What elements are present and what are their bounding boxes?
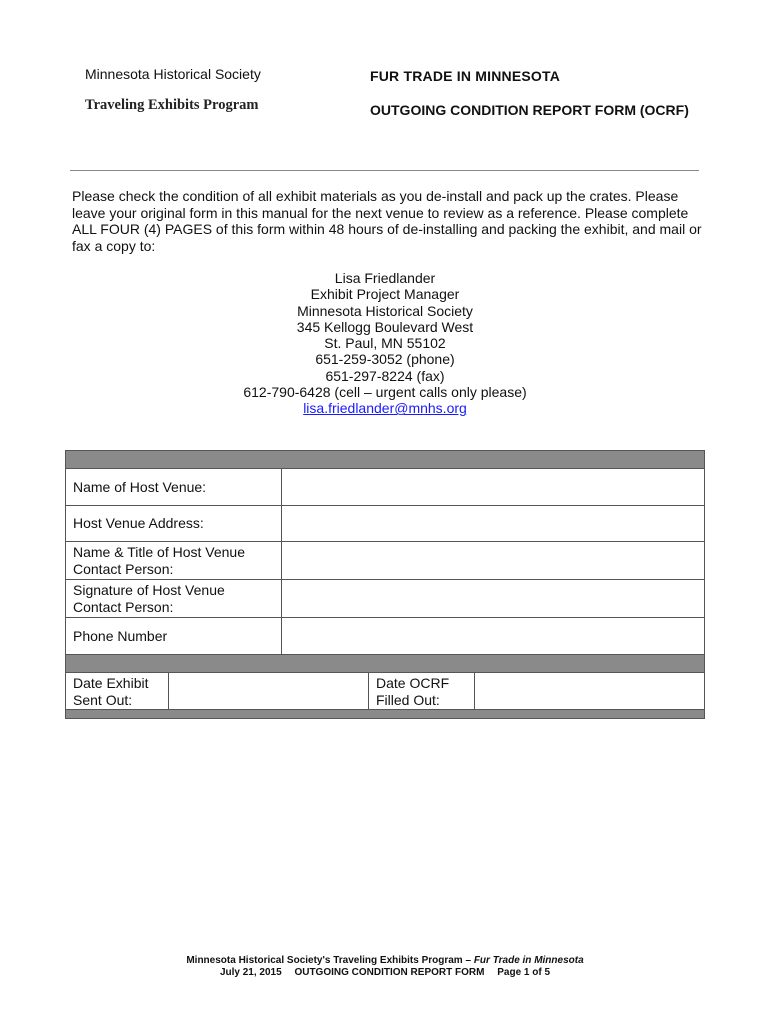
phone-number-label: Phone Number	[66, 618, 282, 654]
host-venue-address-label: Host Venue Address:	[66, 506, 282, 541]
contact-person-label: Name & Title of Host Venue Contact Person:	[66, 542, 282, 579]
footer-line-2	[0, 967, 770, 979]
contact-street: 345 Kellogg Boulevard West	[296, 318, 474, 335]
form-row	[66, 579, 704, 617]
contact-title: Exhibit Project Manager	[310, 286, 460, 303]
program-name: Traveling Exhibits Program	[85, 97, 259, 113]
date-sent-label: Date Exhibit Sent Out:	[66, 673, 169, 709]
org-name: Minnesota Historical Society	[85, 66, 261, 82]
footer-line-1	[0, 955, 770, 967]
contact-person-field[interactable]	[282, 542, 704, 579]
host-venue-address-field[interactable]	[282, 506, 704, 541]
intro-paragraph: Please check the condition of all exhibit materials as you de-install and pack up the crates. Please leave your original form in this manual for the next venue to review as a reference. Please complete ALL FOUR (4) PAGES of this form within 48 hours of de-installing and packing the exhibit, and mail or fax a copy to:	[72, 188, 702, 254]
date-filled-label: Date OCRF Filled Out:	[369, 673, 475, 709]
form-row	[66, 468, 704, 505]
exhibit-title: FUR TRADE IN MINNESOTA	[370, 68, 561, 84]
form-row	[66, 505, 704, 541]
host-venue-name-label: Name of Host Venue:	[66, 469, 282, 505]
signature-label: Signature of Host Venue Contact Person:	[66, 580, 282, 617]
host-venue-name-field[interactable]	[282, 469, 704, 505]
contact-name: Lisa Friedlander	[334, 270, 436, 286]
form-row	[66, 617, 704, 654]
footer-exhibit: Fur Trade in Minnesota	[473, 955, 584, 966]
phone-number-field[interactable]	[282, 618, 704, 654]
form-title: OUTGOING CONDITION REPORT FORM (OCRF)	[370, 102, 689, 118]
page-footer	[0, 955, 770, 979]
contact-phone: 651-259-3052 (phone)	[315, 351, 455, 368]
form-footer-bar	[66, 709, 704, 718]
date-sent-field[interactable]	[169, 673, 369, 709]
form-row	[66, 541, 704, 579]
form-header-bar	[66, 451, 704, 468]
footer-form-name: OUTGOING CONDITION REPORT FORM	[294, 967, 485, 978]
form-separator-bar	[66, 654, 704, 672]
footer-date: July 21, 2015	[219, 967, 282, 978]
header-divider	[70, 170, 699, 171]
signature-field[interactable]	[282, 580, 704, 617]
date-filled-field[interactable]	[475, 673, 704, 709]
contact-block	[0, 270, 770, 417]
contact-email-link[interactable]: lisa.friedlander@mnhs.org	[303, 400, 467, 417]
host-venue-form	[65, 450, 705, 719]
footer-program: Minnesota Historical Society's Traveling Exhibits Program –	[186, 955, 474, 966]
contact-fax: 651-297-8224 (fax)	[325, 367, 445, 384]
date-row	[66, 672, 704, 709]
contact-cell: 612-790-6428 (cell – urgent calls only please)	[243, 384, 527, 401]
contact-org: Minnesota Historical Society	[297, 302, 473, 319]
footer-page-number: Page 1 of 5	[497, 967, 551, 978]
contact-city: St. Paul, MN 55102	[324, 335, 446, 352]
